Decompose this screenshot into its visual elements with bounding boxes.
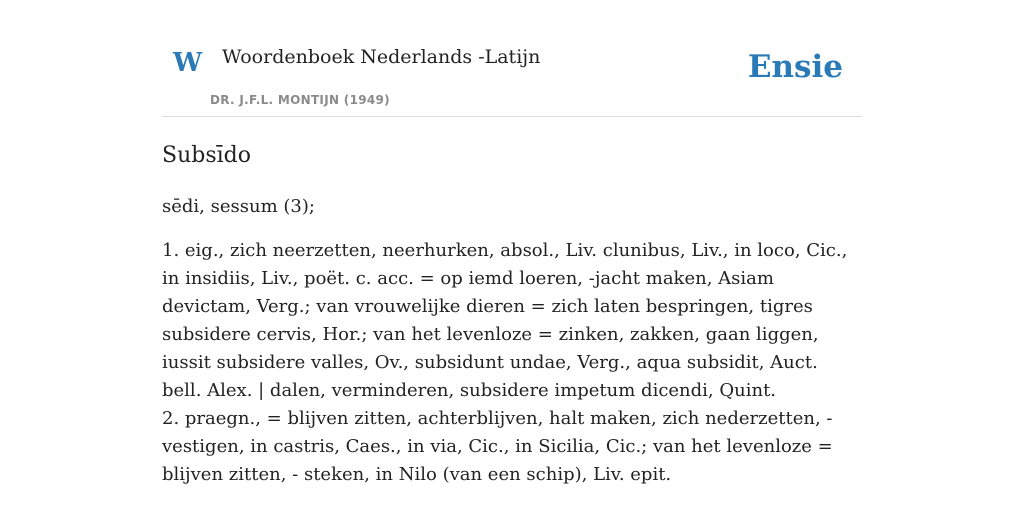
- ensie-logo[interactable]: Ensie: [747, 49, 843, 85]
- dictionary-logo[interactable]: W: [173, 48, 203, 78]
- dictionary-title[interactable]: Woordenboek Nederlands -Latijn: [222, 46, 541, 68]
- entry-forms: sēdi, sessum (3);: [162, 196, 315, 218]
- sense-2: 2. praegn., = blijven zitten, achterblijven, halt maken, zich nederzetten, - vestigen, in castris, Caes., in via, Cic., in Sicilia, Cic.; van het levenloze = blijven zitten, - steken, in Nilo (van een schip), Liv. epit.: [162, 408, 833, 486]
- dictionary-author: DR. J.F.L. MONTIJN (1949): [210, 93, 390, 107]
- entry-headword: Subsīdo: [162, 143, 251, 168]
- page-content: [162, 0, 862, 489]
- entry-senses: [162, 237, 862, 489]
- dictionary-header: [162, 0, 862, 117]
- sense-1: 1. eig., zich neerzetten, neerhurken, absol., Liv. clunibus, Liv., in loco, Cic., in insidiis, Liv., poët. c. acc. = op iemd loeren, -jacht maken, Asiam devictam, Verg.; van vrouwelijke dieren = zich laten bespringen, tigres subsidere cervis, Hor.; van het levenloze = zinken, zakken, gaan liggen, iussit subsidere valles, Ov., subsidunt undae, Verg., aqua subsidit, Auct. bell. Alex. | dalen, verminderen, subsidere impetum dicendi, Quint.: [162, 240, 848, 402]
